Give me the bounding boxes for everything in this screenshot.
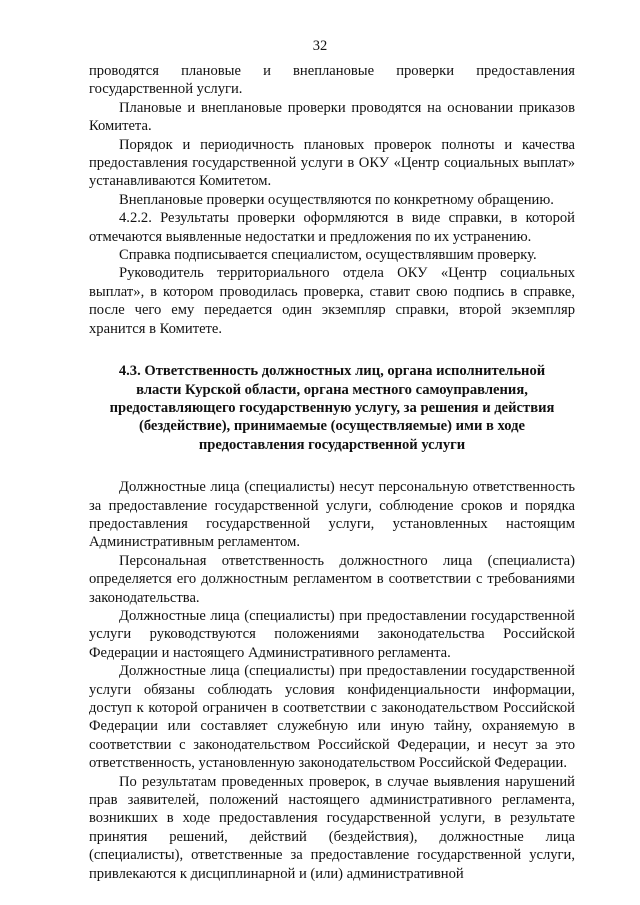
paragraph: проводятся плановые и внеплановые проверки предоставления государственной услуги. [89,63,575,98]
paragraph: Внеплановые проверки осуществляются по конкретному обращению. [119,191,554,208]
heading-line: предоставляющего государственную услугу, за решения и действия [109,399,555,416]
paragraph: Должностные лица (специалисты) несут персональную ответственность за предоставление государственной услуги, соблюдение сроков и порядка предоставления государственной услуги, установленных настоящим Административным регламентом. [89,479,575,551]
paragraph: Должностные лица (специалисты) при предоставлении государственной услуги обязаны соблюдать условия конфиденциальности информации, доступ к которой ограничен в соответствии с законодательством Российской Федерации или составляет служебную или иную тайну, охраняемую в соответствии с законодательством Российской Федерации, и несут за это ответственность, установленную законодательством Российской Федерации. [89,663,575,772]
paragraph: Руководитель территориального отдела ОКУ «Центр социальных выплат», в котором проводилась проверка, ставит свою подпись в справке, после чего ему передается один экземпляр справки, второй экземпляр хранится в Комитете. [89,265,575,337]
paragraph: Персональная ответственность должностного лица (специалиста) определяется его должностным регламентом в соответствии с требованиями законодательства. [89,552,575,606]
heading-line: предоставления государственной услуги [198,436,466,453]
paragraph: Справка подписывается специалистом, осуществлявшим проверку. [119,247,537,264]
heading-line: власти Курской области, органа местного самоуправления, [136,381,528,398]
heading-line: 4.3. Ответственность должностных лиц, органа исполнительной [118,363,546,380]
document-body [89,62,575,883]
paragraph: Должностные лица (специалисты) при предоставлении государственной услуги руководствуются положениями законодательства Российской Федерации и настоящего Административного регламента. [89,607,575,661]
heading-line: (бездействие), принимаемые (осуществляемые) ими в ходе [138,418,526,435]
paragraph: Порядок и периодичность плановых проверок полноты и качества предоставления государственной услуги в ОКУ «Центр социальных выплат» устанавливаются Комитетом. [89,136,575,190]
page-number: 32 [312,38,328,54]
paragraph: По результатам проведенных проверок, в случае выявления нарушений прав заявителей, положений настоящего административного регламента, возникших в ходе предоставления государственной услуги, в результате принятия решений, действий (бездействия), должностные лица (специалисты), ответственные за предоставление государственной услуги, привлекаются к дисциплинарной и (или) административной [89,773,575,882]
paragraph: Плановые и внеплановые проверки проводятся на основании приказов Комитета. [89,99,575,135]
section-heading [89,362,575,454]
paragraph: 4.2.2. Результаты проверки оформляются в виде справки, в которой отмечаются выявленные недостатки и предложения по их устранению. [89,210,575,245]
